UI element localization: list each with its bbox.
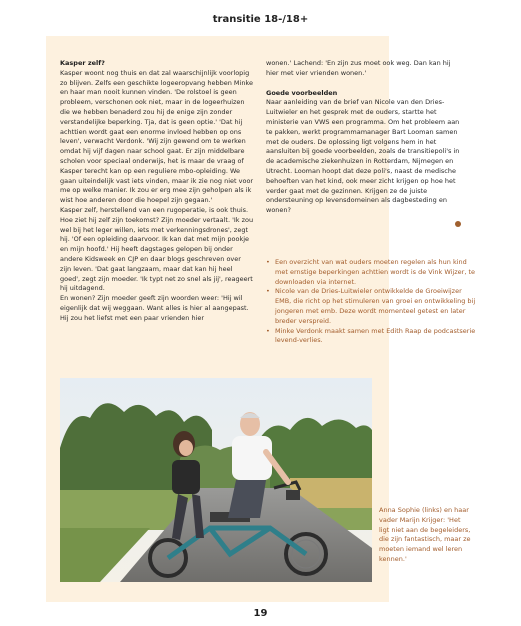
caption-lead: Anna Sophie (links) en haar vader Marijn Krijger:	[379, 506, 469, 524]
paragraph: wonen.' Lachend: 'En zijn zus moet ook weg. Dan kan hij hier met vier vrienden wonen.'	[266, 59, 451, 77]
article-column-right	[266, 59, 462, 216]
subheading-kasper: Kasper zelf?	[60, 59, 105, 67]
paragraph: Naar aanleiding van de brief van Nicole van den Dries-Luitwieler en het gesprek met de ouders, startte het ministerie van VWS een programma. Om het probleem aan te pakken, werkt programmamanager Bart Looman samen met de ouders. De oplossing ligt volgens hem in het aansluiten bij goede voorbeelden, zoals de transitiepoli's in de academische ziekenhuizen in Rotterdam, Nijmegen en Utrecht. Looman hoopt dat deze poli's, naast de medische behoeften van het kind, ook meer zicht krijgen op hoe het verder gaat met de gezinnen. Krijgen ze de juiste ondersteuning op levensdomeinen als dagbesteding en wonen?	[266, 98, 460, 215]
section-header: transitie 18-/18+	[212, 14, 309, 25]
info-bullet-list	[266, 258, 478, 346]
photo-illustration	[60, 378, 372, 582]
photo-caption	[379, 506, 471, 565]
caption-quote: 'Het ligt niet aan de begeleiders, die zijn fantastisch, maar ze moeten iemand wel leren kennen.'	[379, 515, 471, 563]
article-column-left	[60, 59, 254, 324]
end-of-article-dot-icon	[455, 221, 461, 227]
bullet-item: • Een overzicht van wat ouders moeten regelen als hun kind met ernstige beperkingen achttien wordt is de Vink Wijzer, te downloaden via internet.	[266, 258, 478, 287]
subheading-goede-voorbeelden: Goede voorbeelden	[266, 88, 338, 97]
photo-father-daughter-tandem-bike	[60, 378, 372, 582]
bullet-item: • Minke Verdonk maakt samen met Edith Raap de podcastserie levend-verlies.	[266, 327, 478, 347]
bullet-item: • Nicole van de Dries-Luitwieler ontwikkelde de Groeiwijzer EMB, die richt op het stimuleren van groei en ontwikkeling bij jongeren met emb. Deze wordt momenteel getest en later breder verspreid.	[266, 287, 478, 326]
page-number: 19	[253, 608, 268, 619]
paragraph: Kasper woont nog thuis en dat zal waarschijnlijk voorlopig zo blijven. Zelfs een geschikte logeeropvang hebben Minke en haar man nooit kunnen vinden. 'De rolstoel is geen probleem, verschonen ook niet, maar in de logeerhuizen die we hebben benaderd zou hij de enige zijn zonder verstandelijke beperking. Tja, dat is geen optie.' 'Dat hij achttien wordt gaat een enorme invloed hebben op ons leven', verwacht Verdonk. 'Wij zijn gewend om te werken omdat hij vijf dagen naar school gaat. Er zijn middelbare scholen voor speciaal onderwijs, het is maar de vraag of Kasper terecht kan op een reguliere mbo-opleiding. We gaan uiteindelijk vast iets vinden, maar ik zie nog niet voor me op welke manier. Ik zou er erg mee zijn geholpen als ik wist hoe anderen door die hoepel zijn gegaan.'	[60, 68, 254, 205]
paragraph: Kasper zelf, herstellend van een rugoperatie, is ook thuis. Hoe ziet hij zelf zijn toekomst? Zijn moeder vertaalt. 'Ik zou wel bij het leger willen, iets met verkenningsdrones', zegt hij. 'Of een opleiding daarvoor. Ik kan dat met mijn pookje en mijn hoofd.' Hij heeft dagstages gelopen bij onder andere Kidsweek en CJP en daar blogs geschreven over zijn leven. 'Dat gaat langzaam, maar dat kan hij heel goed', zegt zijn moeder. 'Ik typt net zo snel als jij', reageert hij uitdagend.	[60, 205, 254, 293]
paragraph: En wonen? Zijn moeder geeft zijn woorden weer: 'Hij wil eigenlijk dat wij weggaan. Want alles is hier al aangepast. Hij zou het liefst met een paar vrienden hier	[60, 294, 249, 322]
